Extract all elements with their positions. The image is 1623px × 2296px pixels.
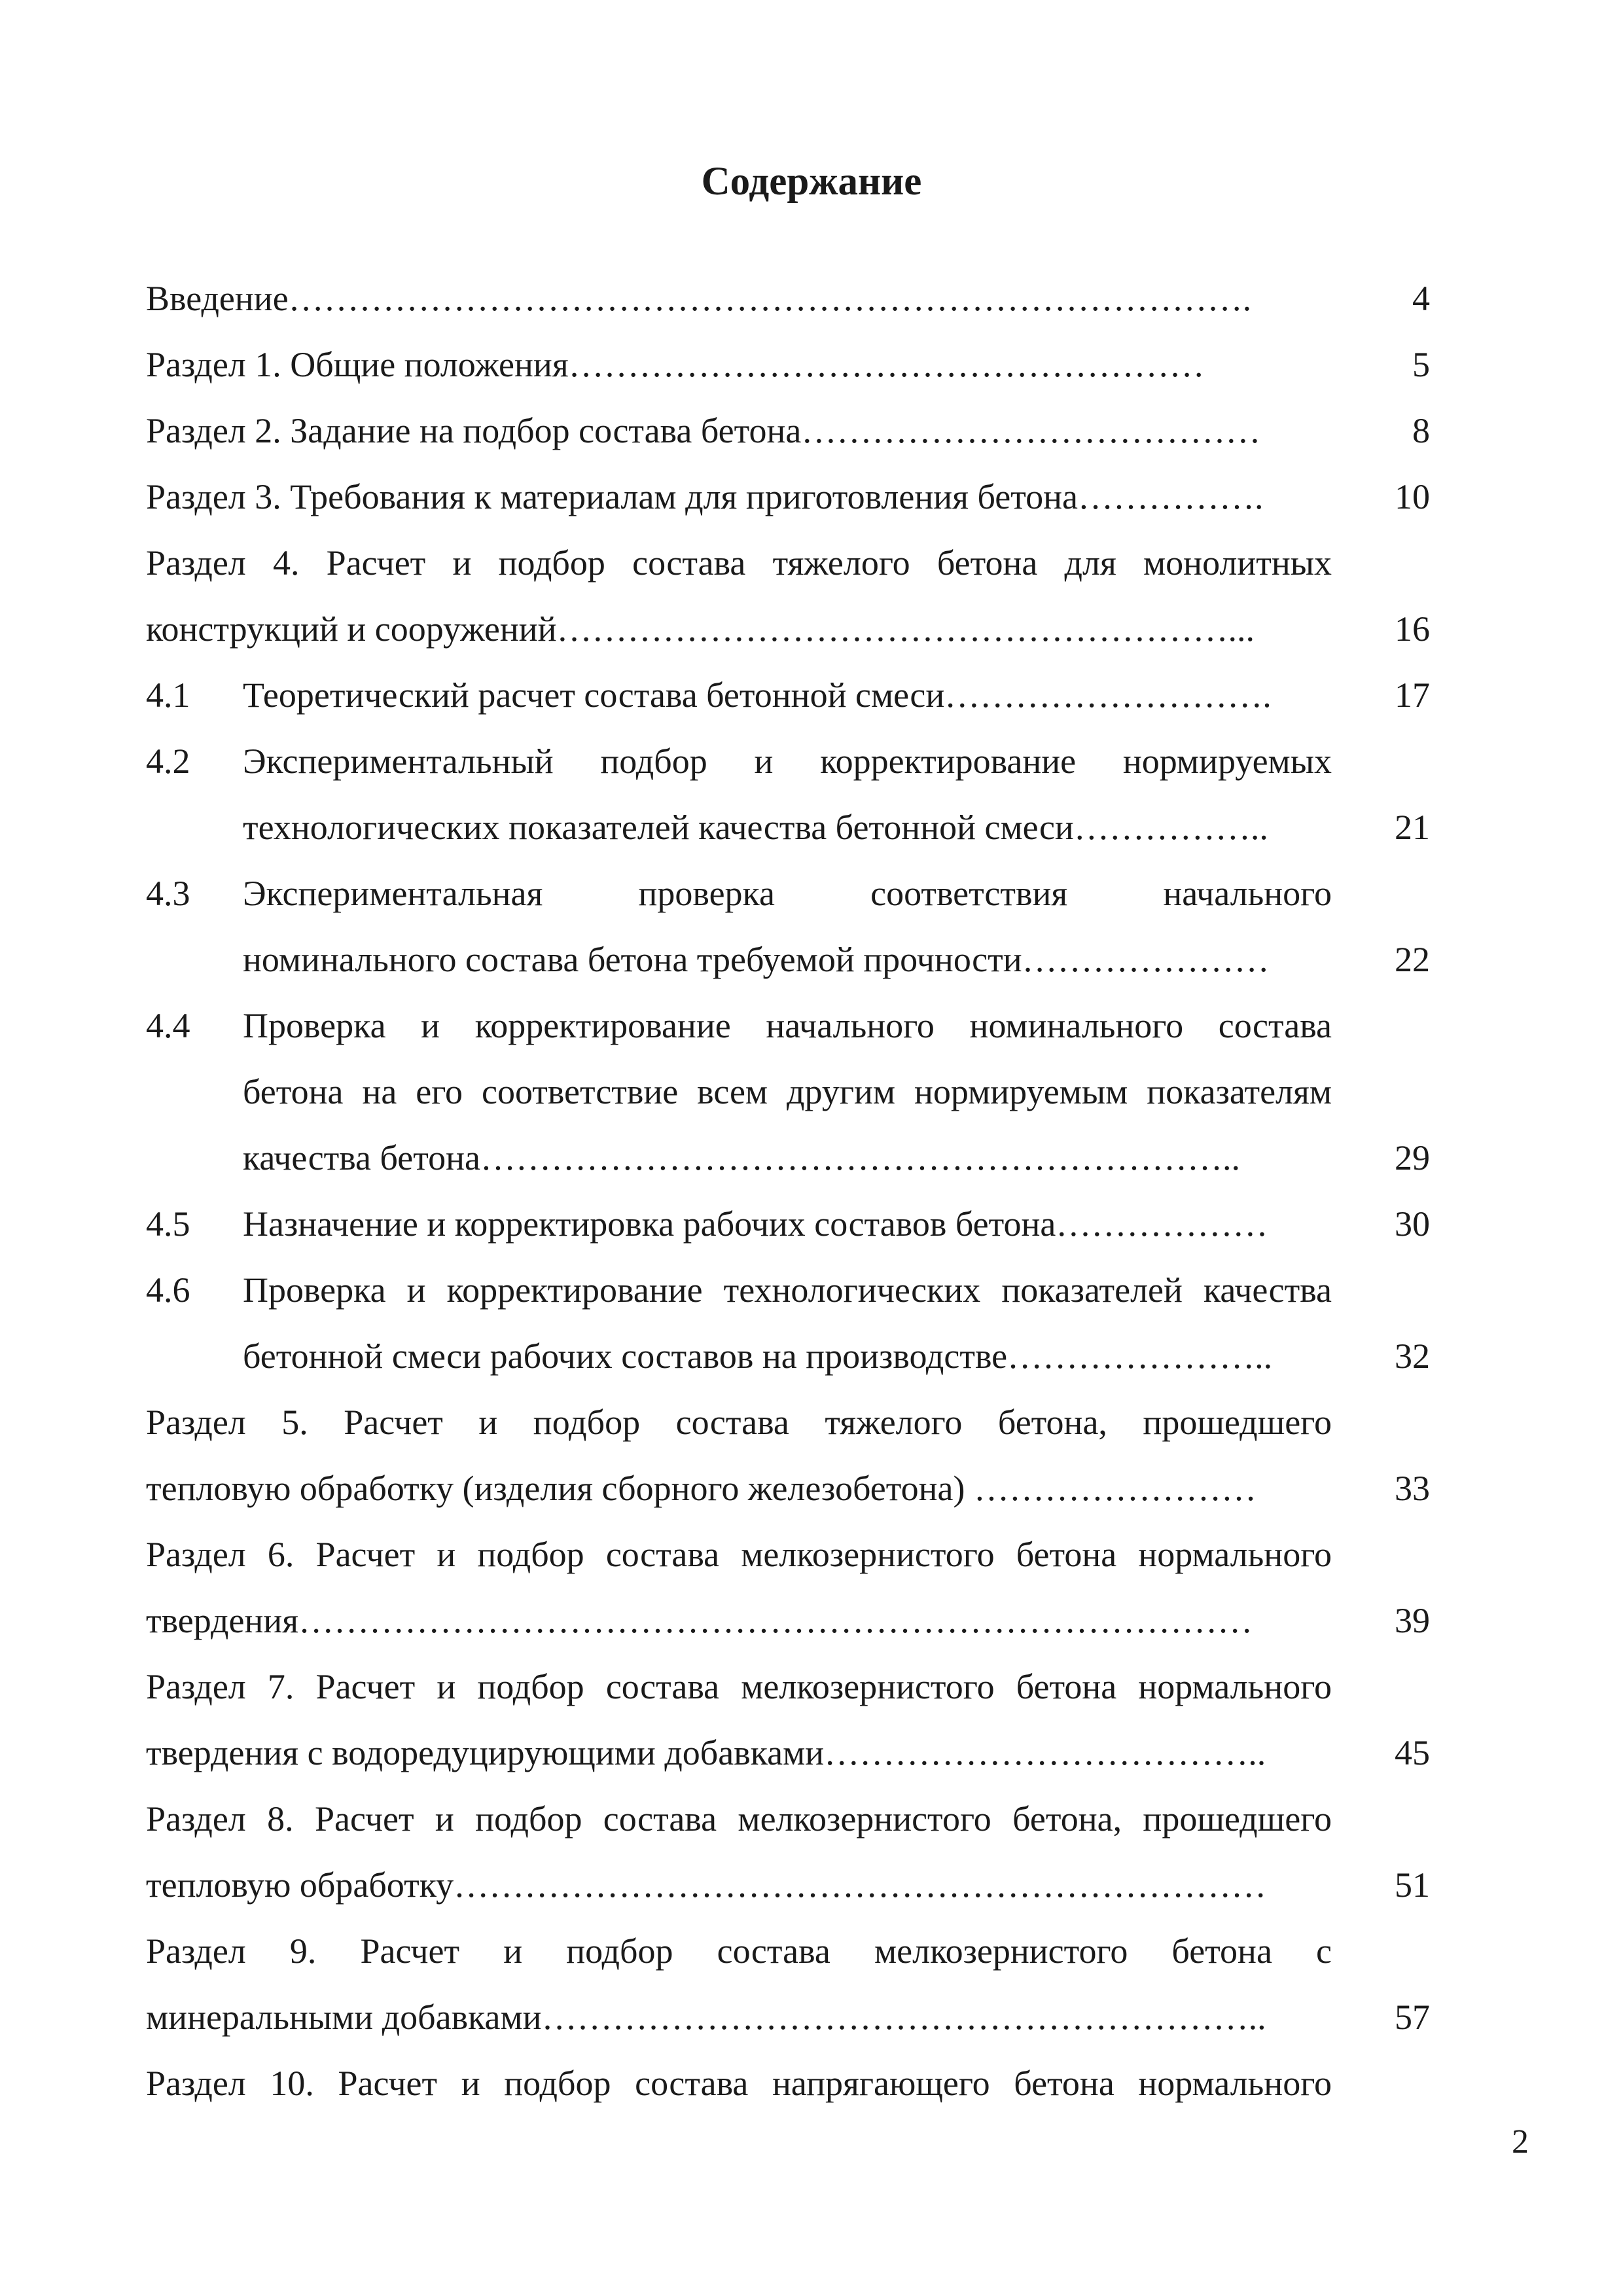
toc-entry-section-8-cont[interactable]	[146, 1852, 1430, 1918]
toc-entry-text: бетона на его соответствие всем другим нормируемым показателям	[243, 1072, 1332, 1111]
toc-subsection-number: 4.2	[146, 742, 190, 781]
toc-entry-text: Раздел 9. Расчет и подбор состава мелкозернистого бетона с	[146, 1931, 1332, 1971]
page-number: 2	[1512, 2123, 1529, 2161]
toc-entry-section-6[interactable]	[146, 1522, 1430, 1588]
toc-entry-text: тепловую обработку (изделия сборного железобетона) ……………………	[146, 1469, 1257, 1508]
toc-entry-section-5-cont[interactable]	[146, 1456, 1430, 1522]
toc-entry-text: тепловую обработку……………………………………………………………	[146, 1865, 1267, 1905]
toc-entry-text: Раздел 7. Расчет и подбор состава мелкозернистого бетона нормального	[146, 1667, 1332, 1706]
toc-page-number: 4	[1412, 279, 1430, 318]
toc-entry-4-3[interactable]	[146, 861, 1430, 927]
toc-entry-section-8[interactable]	[146, 1786, 1430, 1852]
toc-page-number: 10	[1395, 477, 1430, 516]
toc-entry-4-4-cont-2[interactable]	[146, 1125, 1430, 1191]
toc-page-number: 39	[1395, 1601, 1430, 1640]
toc-page-number: 45	[1395, 1733, 1430, 1772]
toc-page-number: 30	[1395, 1204, 1430, 1244]
toc-entry-section-6-cont[interactable]	[146, 1588, 1430, 1654]
toc-entry-section-9-cont[interactable]	[146, 1984, 1430, 2051]
toc-entry-introduction[interactable]	[146, 266, 1430, 332]
toc-entry-4-6-cont[interactable]	[146, 1323, 1430, 1390]
toc-page-number: 5	[1412, 345, 1430, 384]
toc-entry-4-2-cont[interactable]	[146, 795, 1430, 861]
toc-entry-section-3[interactable]	[146, 464, 1430, 530]
toc-entry-text: Проверка и корректирование начального номинального состава	[243, 1006, 1332, 1045]
toc-entry-section-7-cont[interactable]	[146, 1720, 1430, 1786]
toc-entry-text: Раздел 2. Задание на подбор состава бетона…………………………………	[146, 411, 1261, 450]
toc-entry-text: номинального состава бетона требуемой прочности…………………	[243, 940, 1270, 979]
toc-entry-4-3-cont[interactable]	[146, 927, 1430, 993]
toc-entry-section-7[interactable]	[146, 1654, 1430, 1720]
toc-entry-text: Раздел 1. Общие положения………………………………………………	[146, 345, 1205, 384]
toc-entry-text: Проверка и корректирование технологических показателей качества	[243, 1270, 1332, 1310]
toc-entry-text: Теоретический расчет состава бетонной смеси……………………….	[243, 675, 1272, 715]
toc-entry-section-10[interactable]	[146, 2051, 1430, 2117]
toc-entry-4-4[interactable]	[146, 993, 1430, 1059]
toc-page-number: 57	[1395, 1998, 1430, 2037]
toc-subsection-number: 4.5	[146, 1204, 190, 1244]
toc-entry-text: технологических показателей качества бетонной смеси……………..	[243, 808, 1268, 847]
toc-entry-text: Раздел 8. Расчет и подбор состава мелкозернистого бетона, прошедшего	[146, 1799, 1332, 1839]
toc-page-number: 17	[1395, 675, 1430, 715]
toc-entry-text: бетонной смеси рабочих составов на производстве…………………..	[243, 1336, 1273, 1376]
toc-entry-4-1[interactable]	[146, 662, 1430, 728]
toc-entry-section-2[interactable]	[146, 398, 1430, 464]
toc-page-number: 32	[1395, 1336, 1430, 1376]
toc-entry-text: конструкций и сооружений…………………………………………………...	[146, 609, 1255, 649]
toc-subsection-number: 4.6	[146, 1270, 190, 1310]
toc-entry-4-6[interactable]	[146, 1257, 1430, 1323]
toc-page-number: 21	[1395, 808, 1430, 847]
toc-entry-text: Введение……………………………………………………………………….	[146, 279, 1252, 318]
toc-entry-text: Раздел 10. Расчет и подбор состава напрягающего бетона нормального	[146, 2064, 1332, 2103]
toc-entry-section-4-cont[interactable]	[146, 596, 1430, 662]
toc-entry-text: твердения с водоредуцирующими добавками………………………………..	[146, 1733, 1266, 1772]
toc-entry-text: Раздел 6. Расчет и подбор состава мелкозернистого бетона нормального	[146, 1535, 1332, 1574]
toc-entry-text: твердения………………………………………………………………………	[146, 1601, 1253, 1640]
toc-entry-text: Раздел 3. Требования к материалам для приготовления бетона…………….	[146, 477, 1264, 516]
toc-page-number: 29	[1395, 1138, 1430, 1177]
toc-page-number: 8	[1412, 411, 1430, 450]
toc-entry-text: минеральными добавками……………………………………………………..	[146, 1998, 1266, 2037]
toc-page-number: 33	[1395, 1469, 1430, 1508]
toc-subsection-number: 4.3	[146, 874, 190, 913]
toc-entry-4-5[interactable]	[146, 1191, 1430, 1257]
toc-entry-text: Экспериментальная проверка соответствия начального	[243, 874, 1332, 913]
toc-entry-text: качества бетона………………………………………………………..	[243, 1138, 1240, 1177]
toc-subsection-number: 4.4	[146, 1006, 190, 1045]
table-of-contents	[146, 266, 1430, 2117]
toc-page-number: 16	[1395, 609, 1430, 649]
toc-entry-section-1[interactable]	[146, 332, 1430, 398]
page-title: Содержание	[701, 160, 922, 204]
toc-page-number: 22	[1395, 940, 1430, 979]
toc-subsection-number: 4.1	[146, 675, 190, 715]
toc-entry-section-4[interactable]	[146, 530, 1430, 596]
toc-entry-section-5[interactable]	[146, 1390, 1430, 1456]
toc-entry-4-4-cont[interactable]	[146, 1059, 1430, 1125]
toc-entry-text: Экспериментальный подбор и корректирование нормируемых	[243, 742, 1332, 781]
toc-entry-4-2[interactable]	[146, 728, 1430, 795]
toc-entry-text: Назначение и корректировка рабочих составов бетона………………	[243, 1204, 1268, 1244]
toc-entry-text: Раздел 5. Расчет и подбор состава тяжелого бетона, прошедшего	[146, 1403, 1332, 1442]
toc-entry-text: Раздел 4. Расчет и подбор состава тяжелого бетона для монолитных	[146, 543, 1332, 583]
toc-page-number: 51	[1395, 1865, 1430, 1905]
toc-entry-section-9[interactable]	[146, 1918, 1430, 1984]
